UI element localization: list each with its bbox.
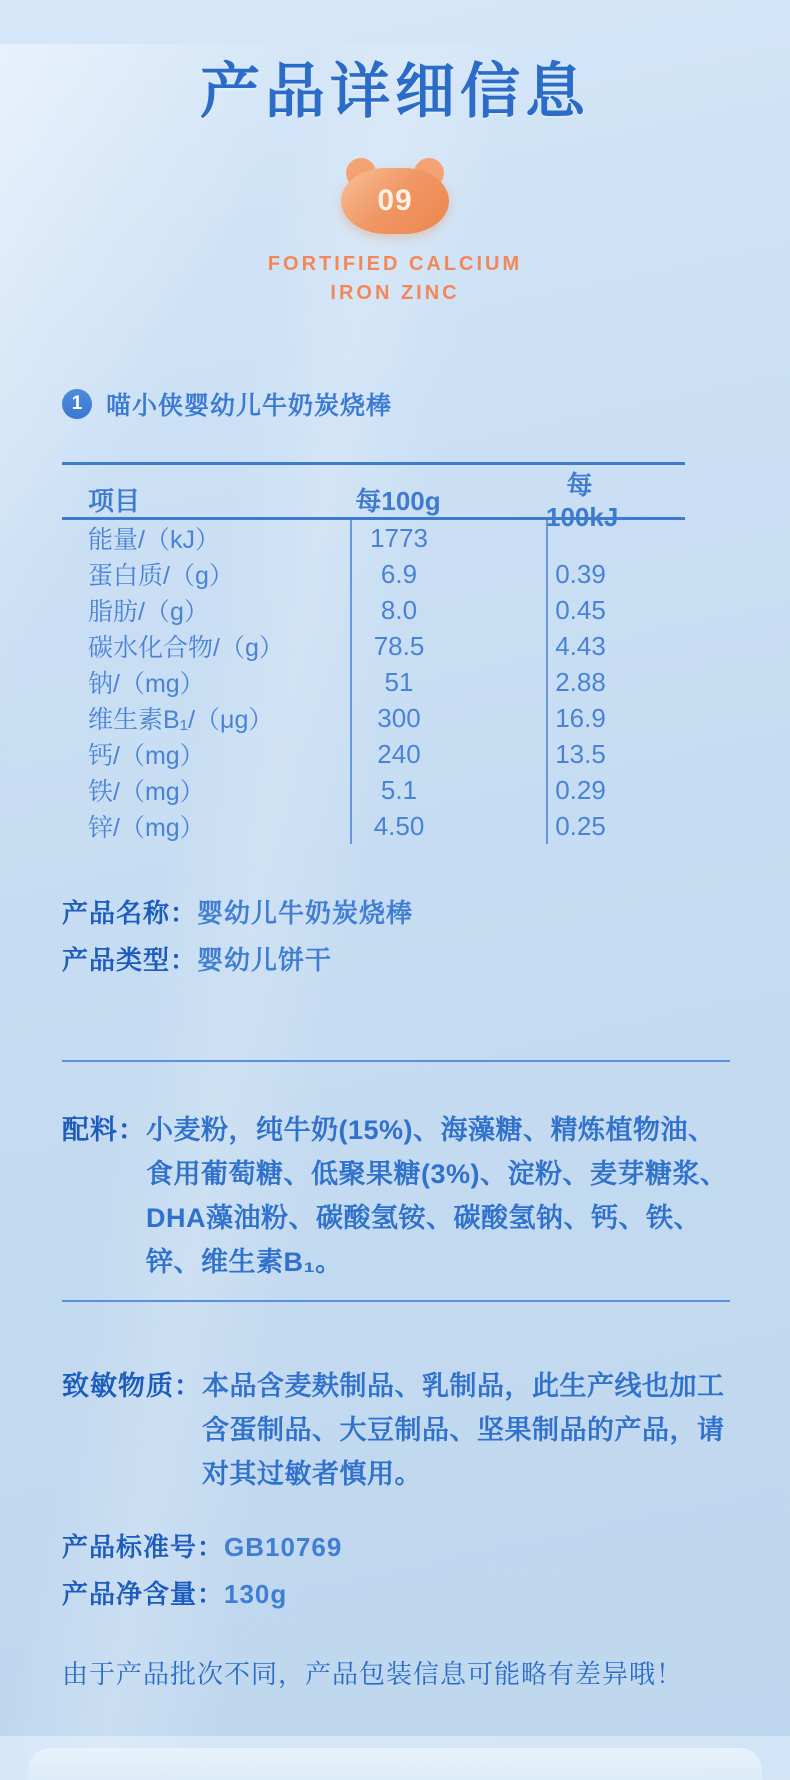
header-item: 项目 — [88, 485, 141, 516]
nutrition-table-header — [62, 462, 685, 532]
table-row — [62, 808, 685, 844]
nutrition-table — [62, 462, 685, 844]
subtitle-line-1: FORTIFIED CALCIUM — [267, 253, 523, 275]
nutrient-name: 碳水化合物/（g） — [88, 634, 284, 662]
section-header — [62, 386, 790, 422]
value-per-100kj: 0.29 — [546, 772, 685, 808]
section-number-badge: 1 — [62, 389, 92, 419]
table-row — [62, 592, 685, 628]
divider — [62, 1060, 730, 1062]
value-per-100g: 6.9 — [350, 556, 546, 592]
next-card-edge — [28, 1748, 762, 1780]
value-per-100g: 300 — [350, 700, 546, 736]
product-detail-page — [0, 44, 790, 1780]
value-per-100kj: 0.39 — [546, 556, 685, 592]
nutrient-name: 锌/（mg） — [88, 814, 205, 842]
cat-head-badge-icon — [341, 158, 449, 234]
table-row — [62, 628, 685, 664]
header-per-100g: 每100g — [355, 485, 441, 516]
nutrient-name: 蛋白质/（g） — [88, 562, 234, 590]
value-per-100kj — [546, 520, 685, 556]
subtitle-line-2: IRON ZINC — [330, 282, 460, 304]
table-row — [62, 700, 685, 736]
standards-block — [62, 1524, 790, 1618]
allergens-label: 致敏物质： — [62, 1371, 202, 1401]
product-name-value: 婴幼儿牛奶炭烧棒 — [197, 898, 414, 928]
net-content-label: 产品净含量： — [62, 1579, 225, 1609]
product-type-value: 婴幼儿饼干 — [197, 945, 333, 975]
ingredients-block — [62, 1108, 730, 1284]
product-info-block — [62, 890, 790, 984]
nutrient-name: 钠/（mg） — [88, 670, 205, 698]
value-per-100kj: 13.5 — [546, 736, 685, 772]
value-per-100g: 240 — [350, 736, 546, 772]
allergens-text: 本品含麦麸制品、乳制品，此生产线也加工含蛋制品、大豆制品、坚果制品的产品，请对其过敏者慎用。 — [202, 1371, 725, 1489]
value-per-100kj: 4.43 — [546, 628, 685, 664]
product-name-row — [62, 890, 790, 937]
standard-number-value: GB10769 — [224, 1532, 343, 1562]
nutrient-name: 铁/（mg） — [88, 778, 205, 806]
product-name-label: 产品名称： — [62, 898, 198, 928]
nutrient-name: 能量/（kJ） — [88, 526, 220, 554]
product-type-row — [62, 937, 790, 984]
divider — [62, 1300, 730, 1302]
page-title: 产品详细信息 — [200, 58, 590, 125]
value-per-100g: 78.5 — [350, 628, 546, 664]
footnote: 由于产品批次不同，产品包装信息可能略有差异哦！ — [62, 1659, 684, 1689]
cat-head-icon — [341, 168, 449, 234]
value-per-100kj: 2.88 — [546, 664, 685, 700]
standard-number-row — [62, 1524, 790, 1571]
net-content-row — [62, 1571, 790, 1618]
value-per-100g: 51 — [350, 664, 546, 700]
ingredients-text: 小麦粉，纯牛奶(15%)、海藻糖、精炼植物油、食用葡萄糖、低聚果糖(3%)、淀粉、麦芽糖浆、DHA藻油粉、碳酸氢铵、碳酸氢钠、钙、铁、锌、维生素B₁。 — [146, 1115, 728, 1277]
header-per-100kj: 每100kJ — [546, 470, 619, 532]
value-per-100kj: 0.45 — [546, 592, 685, 628]
table-row — [62, 664, 685, 700]
value-per-100kj: 16.9 — [546, 700, 685, 736]
allergens-block — [62, 1364, 730, 1496]
net-content-value: 130g — [224, 1579, 288, 1609]
value-per-100g: 8.0 — [350, 592, 546, 628]
badge-number: 09 — [377, 184, 413, 217]
nutrient-name: 脂肪/（g） — [88, 598, 209, 626]
table-row — [62, 736, 685, 772]
value-per-100g: 1773 — [350, 520, 546, 556]
nutrient-name: 钙/（mg） — [88, 742, 205, 770]
table-row — [62, 772, 685, 808]
ingredients-label: 配料： — [62, 1115, 146, 1145]
value-per-100g: 4.50 — [350, 808, 546, 844]
table-row — [62, 520, 685, 556]
nutrient-name: 维生素B₁/（μg） — [88, 706, 274, 734]
value-per-100kj: 0.25 — [546, 808, 685, 844]
value-per-100g: 5.1 — [350, 772, 546, 808]
subtitle-english — [0, 250, 790, 308]
section-title: 喵小侠婴幼儿牛奶炭烧棒 — [106, 392, 393, 420]
standard-number-label: 产品标准号： — [62, 1532, 225, 1562]
product-type-label: 产品类型： — [62, 945, 198, 975]
table-row — [62, 556, 685, 592]
